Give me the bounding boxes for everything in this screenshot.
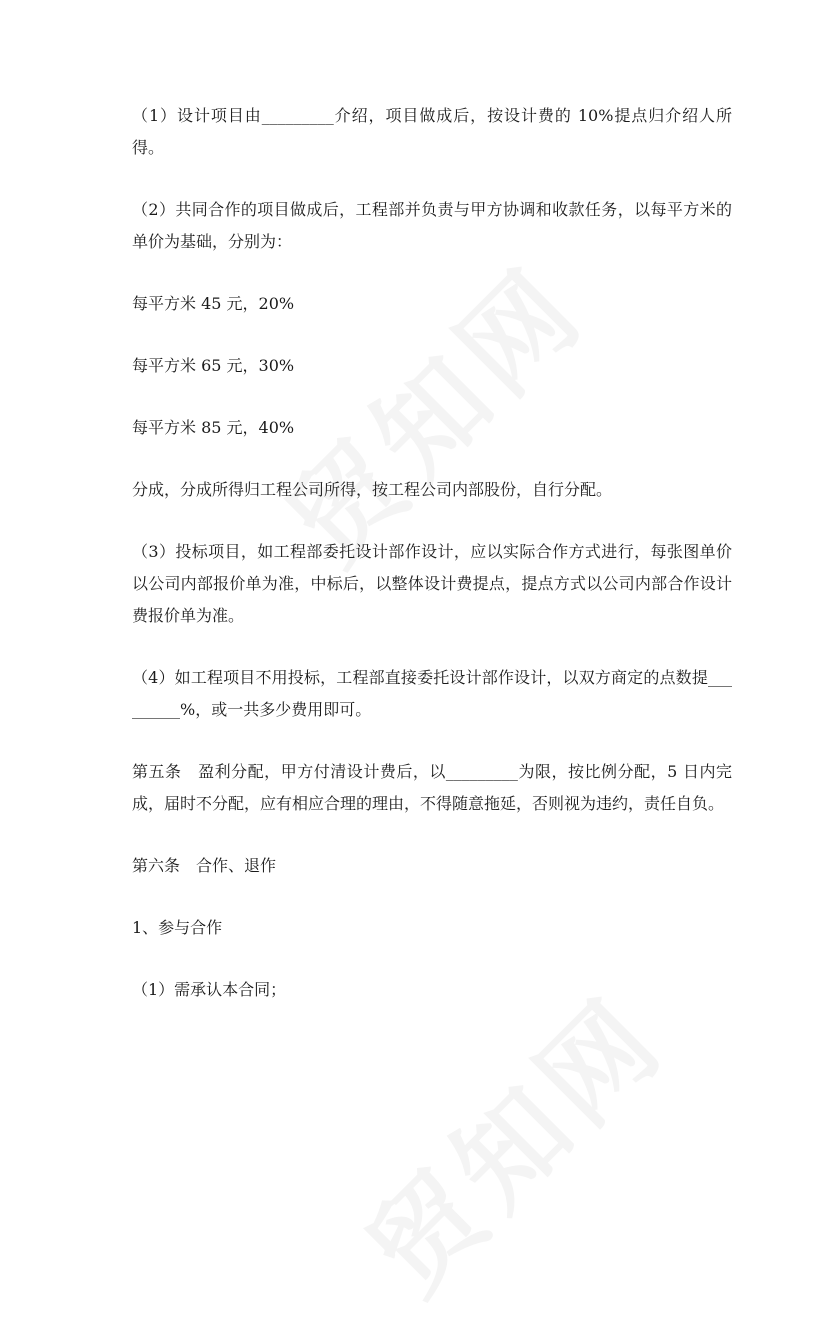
paragraph-profit-split: 分成，分成所得归工程公司所得，按工程公司内部股份，自行分配。: [132, 480, 613, 499]
heading-join-cooperation: 1、参与合作: [132, 918, 223, 937]
paragraph-article-5: 第五条 盈利分配，甲方付清设计费后，以_________为限，按比例分配，5 日内完成，届时不分配，应有相应合理的理由，不得随意拖延，否则视为违约，责任自负。: [132, 762, 732, 813]
paragraph-rate-45: 每平方米 45 元，20%: [132, 294, 295, 313]
paragraph-no-bidding: （4）如工程项目不用投标，工程部直接委托设计部作设计，以双方商定的点数提_________%，或一共多少费用即可。: [132, 668, 732, 719]
heading-article-6: 第六条 合作、退作: [132, 856, 277, 875]
paragraph-joint-cooperation: （2）共同合作的项目做成后，工程部并负责与甲方协调和收款任务，以每平方米的单价为基础，分别为：: [132, 200, 732, 251]
paragraph-bidding-project: （3）投标项目，如工程部委托设计部作设计，应以实际合作方式进行，每张图单价以公司内部报价单为准，中标后，以整体设计费提点，提点方式以公司内部合作设计费报价单为准。: [132, 542, 732, 625]
paragraph-rate-85: 每平方米 85 元，40%: [132, 418, 295, 437]
paragraph-design-referral: （1）设计项目由_________介绍，项目做成后，按设计费的 10%提点归介绍人所得。: [132, 106, 732, 157]
document-body: [132, 100, 732, 1036]
paragraph-rate-65: 每平方米 65 元，30%: [132, 356, 295, 375]
paragraph-accept-contract: （1）需承认本合同；: [132, 980, 287, 999]
